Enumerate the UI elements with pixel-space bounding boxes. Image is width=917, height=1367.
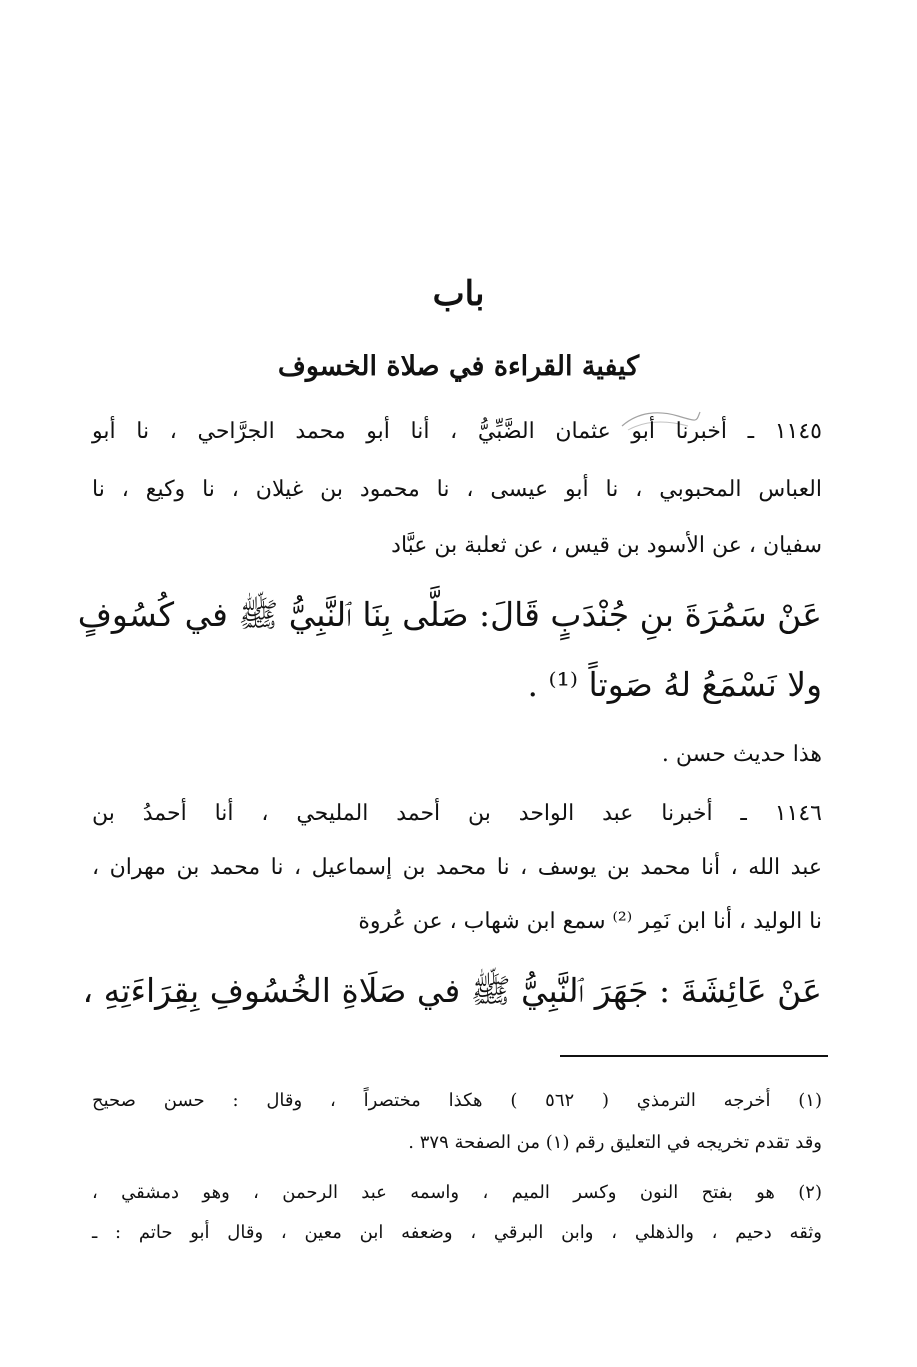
matn-line: عَنْ سَمُرَةَ بنِ جُنْدَبٍ قَالَ: صَلَّى بِنَا ٱلنَّبِيُّ ﷺ في كُسُوفٍ xyxy=(77,595,822,634)
isnad-line: العباس المحبوبي ، نا أبو عيسى ، نا محمود بن غيلان ، نا وكيع ، نا xyxy=(92,477,822,502)
footnote-line: وثقه دحيم ، والذهلي ، وابن البرقي ، وضعفه ابن معين ، وقال أبو حاتم : ـ xyxy=(92,1222,822,1243)
section-heading: باب xyxy=(432,274,485,314)
matn-line: ولا نَسْمَعُ لهُ صَوتاً ⁽¹⁾ . xyxy=(527,665,822,704)
hadith-grading: هذا حديث حسن . xyxy=(661,742,822,767)
isnad-line: نا الوليد ، أنا ابن نَمِر ⁽²⁾ سمع ابن شهاب ، عن عُروة xyxy=(358,909,822,934)
isnad-line: ١١٤٦ ـ أخبرنا عبد الواحد بن أحمد المليحي ، أنا أحمدُ بن xyxy=(92,801,822,826)
isnad-line: سفيان ، عن الأسود بن قيس ، عن ثعلبة بن عبَّاد xyxy=(391,533,822,558)
isnad-line: عبد الله ، أنا محمد بن يوسف ، نا محمد بن إسماعيل ، نا محمد بن مهران ، xyxy=(92,855,822,880)
footnote-line: وقد تقدم تخريجه في التعليق رقم (١) من الصفحة ٣٧٩ . xyxy=(408,1132,822,1153)
footnote-divider xyxy=(560,1055,828,1057)
matn-line: عَنْ عَائِشَةَ : جَهَرَ ٱلنَّبِيُّ ﷺ في صَلَاةِ الخُسُوفِ بِقِرَاءَتِهِ ، xyxy=(82,971,822,1010)
chapter-title: كيفية القراءة في صلاة الخسوف xyxy=(277,351,640,382)
footnote-line: (١) أخرجه الترمذي ( ٥٦٢ ) هكذا مختصراً ، وقال : حسن صحيح xyxy=(92,1090,822,1111)
footnote-line: (٢) هو بفتح النون وكسر الميم ، واسمه عبد الرحمن ، وهو دمشقي ، xyxy=(92,1182,822,1203)
isnad-line: ١١٤٥ ـ أخبرنا أبو عثمان الضَّبِّيُّ ، أنا أبو محمد الجرَّاحي ، نا أبو xyxy=(92,419,822,444)
